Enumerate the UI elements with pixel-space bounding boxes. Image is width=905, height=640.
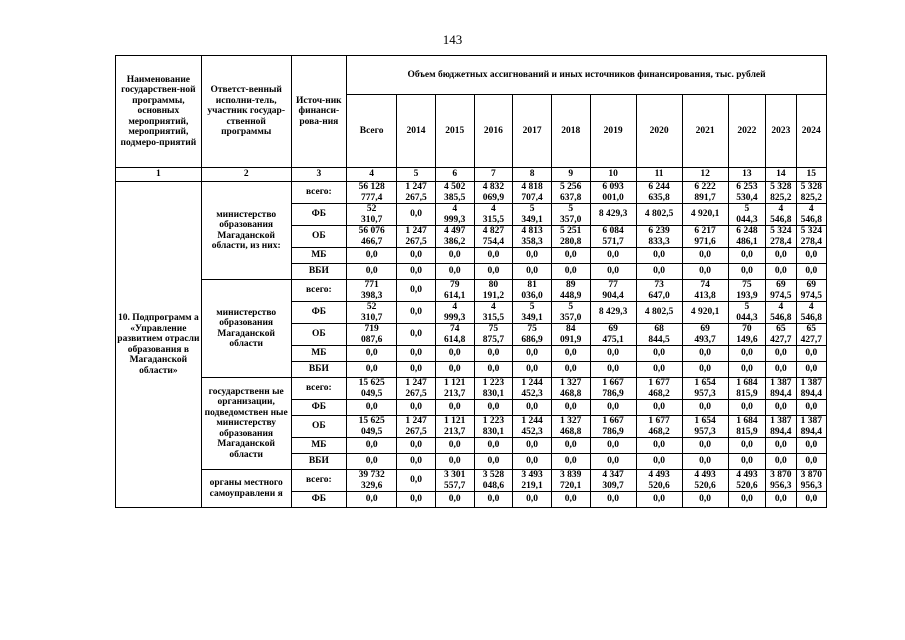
source-cell: ФБ	[291, 400, 346, 416]
source-cell: ВБИ	[291, 264, 346, 280]
value-cell: 79 614,1	[435, 280, 474, 302]
value-cell: 69 475,1	[590, 324, 636, 346]
value-cell: 0,0	[474, 438, 513, 454]
value-cell: 0,0	[796, 346, 826, 362]
header-year: 2018	[551, 95, 590, 168]
value-cell: 4 802,5	[636, 302, 682, 324]
value-cell: 0,0	[636, 346, 682, 362]
value-cell: 1 387 894,4	[796, 378, 826, 400]
value-cell: 0,0	[435, 438, 474, 454]
value-cell: 56 076 466,7	[347, 226, 397, 248]
value-cell: 0,0	[347, 346, 397, 362]
source-cell: всего:	[291, 182, 346, 204]
value-cell: 0,0	[397, 454, 436, 470]
column-number: 3	[291, 168, 346, 182]
value-cell: 4 920,1	[682, 204, 728, 226]
value-cell: 0,0	[636, 492, 682, 508]
value-cell: 0,0	[435, 248, 474, 264]
column-number: 7	[474, 168, 513, 182]
value-cell: 0,0	[766, 346, 796, 362]
header-year: 2016	[474, 95, 513, 168]
value-cell: 0,0	[766, 492, 796, 508]
value-cell: 1 247 267,5	[397, 416, 436, 438]
value-cell: 56 128 777,4	[347, 182, 397, 204]
value-cell: 0,0	[682, 454, 728, 470]
value-cell: 0,0	[682, 438, 728, 454]
responsible-cell: органы местного самоуправлени я	[201, 470, 291, 508]
value-cell: 0,0	[474, 454, 513, 470]
header-year: 2020	[636, 95, 682, 168]
value-cell: 0,0	[728, 346, 766, 362]
value-cell: 65 427,7	[796, 324, 826, 346]
value-cell: 0,0	[513, 362, 552, 378]
value-cell: 0,0	[397, 470, 436, 492]
value-cell: 0,0	[474, 492, 513, 508]
column-number: 13	[728, 168, 766, 182]
value-cell: 0,0	[590, 438, 636, 454]
column-number: 5	[397, 168, 436, 182]
value-cell: 4 493 520,6	[636, 470, 682, 492]
value-cell: 0,0	[397, 346, 436, 362]
value-cell: 0,0	[347, 454, 397, 470]
value-cell: 5 357,0	[551, 302, 590, 324]
value-cell: 4 315,5	[474, 302, 513, 324]
value-cell: 15 625 049,5	[347, 416, 397, 438]
value-cell: 6 244 635,8	[636, 182, 682, 204]
value-cell: 0,0	[551, 400, 590, 416]
value-cell: 0,0	[590, 492, 636, 508]
column-number: 2	[201, 168, 291, 182]
value-cell: 0,0	[474, 362, 513, 378]
value-cell: 15 625 049,5	[347, 378, 397, 400]
header-year: 2022	[728, 95, 766, 168]
column-number: 4	[347, 168, 397, 182]
value-cell: 5 349,1	[513, 302, 552, 324]
column-number: 9	[551, 168, 590, 182]
program-name-cell: 10. Подпрограмм а «Управление развитием отрасли образования в Магаданской области»	[116, 182, 202, 508]
value-cell: 0,0	[551, 346, 590, 362]
value-cell: 0,0	[397, 438, 436, 454]
value-cell: 1 223 830,1	[474, 416, 513, 438]
value-cell: 0,0	[728, 492, 766, 508]
value-cell: 0,0	[796, 362, 826, 378]
header-volume: Объем бюджетных ассигнований и иных источников финансирования, тыс. рублей	[347, 56, 827, 95]
value-cell: 1 684 815,9	[728, 378, 766, 400]
value-cell: 1 247 267,5	[397, 226, 436, 248]
value-cell: 5 357,0	[551, 204, 590, 226]
value-cell: 0,0	[435, 492, 474, 508]
value-cell: 0,0	[636, 248, 682, 264]
value-cell: 89 448,9	[551, 280, 590, 302]
value-cell: 0,0	[513, 264, 552, 280]
value-cell: 70 149,6	[728, 324, 766, 346]
value-cell: 75 193,9	[728, 280, 766, 302]
value-cell: 0,0	[682, 400, 728, 416]
value-cell: 1 387 894,4	[796, 416, 826, 438]
value-cell: 0,0	[728, 400, 766, 416]
column-number: 6	[435, 168, 474, 182]
responsible-cell: министерство образования Магаданской области	[201, 280, 291, 378]
header-total: Всего	[347, 95, 397, 168]
value-cell: 3 528 048,6	[474, 470, 513, 492]
value-cell: 0,0	[397, 204, 436, 226]
value-cell: 0,0	[682, 248, 728, 264]
value-cell: 77 904,4	[590, 280, 636, 302]
value-cell: 0,0	[728, 248, 766, 264]
table-row	[116, 280, 827, 302]
value-cell: 4 493 520,6	[728, 470, 766, 492]
value-cell: 0,0	[728, 264, 766, 280]
value-cell: 0,0	[435, 454, 474, 470]
value-cell: 1 677 468,2	[636, 416, 682, 438]
header-name: Наименование государствен-ной программы, основных мероприятий, мероприятий, подмеро-приятий	[116, 56, 202, 168]
value-cell: 0,0	[397, 362, 436, 378]
value-cell: 75 686,9	[513, 324, 552, 346]
value-cell: 4 546,8	[796, 204, 826, 226]
value-cell: 1 121 213,7	[435, 378, 474, 400]
source-cell: ОБ	[291, 416, 346, 438]
value-cell: 6 222 891,7	[682, 182, 728, 204]
value-cell: 0,0	[590, 454, 636, 470]
source-cell: ФБ	[291, 492, 346, 508]
value-cell: 1 247 267,5	[397, 378, 436, 400]
value-cell: 74 413,8	[682, 280, 728, 302]
header-year: 2019	[590, 95, 636, 168]
value-cell: 0,0	[766, 438, 796, 454]
value-cell: 4 497 386,2	[435, 226, 474, 248]
table-row	[116, 182, 827, 204]
source-cell: ФБ	[291, 204, 346, 226]
value-cell: 75 875,7	[474, 324, 513, 346]
column-number: 1	[116, 168, 202, 182]
value-cell: 1 667 786,9	[590, 378, 636, 400]
value-cell: 0,0	[347, 362, 397, 378]
responsible-cell: министерство образования Магаданской области, из них:	[201, 182, 291, 280]
header-year: 2015	[435, 95, 474, 168]
value-cell: 1 677 468,2	[636, 378, 682, 400]
value-cell: 4 999,3	[435, 204, 474, 226]
value-cell: 0,0	[682, 346, 728, 362]
value-cell: 84 091,9	[551, 324, 590, 346]
value-cell: 0,0	[347, 492, 397, 508]
value-cell: 0,0	[682, 264, 728, 280]
value-cell: 0,0	[636, 400, 682, 416]
value-cell: 68 844,5	[636, 324, 682, 346]
value-cell: 4 493 520,6	[682, 470, 728, 492]
value-cell: 4 999,3	[435, 302, 474, 324]
value-cell: 0,0	[636, 362, 682, 378]
value-cell: 73 647,0	[636, 280, 682, 302]
value-cell: 0,0	[728, 362, 766, 378]
value-cell: 4 813 358,3	[513, 226, 552, 248]
value-cell: 80 191,2	[474, 280, 513, 302]
value-cell: 0,0	[796, 492, 826, 508]
value-cell: 6 239 833,3	[636, 226, 682, 248]
value-cell: 1 244 452,3	[513, 378, 552, 400]
value-cell: 4 818 707,4	[513, 182, 552, 204]
value-cell: 0,0	[513, 454, 552, 470]
value-cell: 5 328 825,2	[796, 182, 826, 204]
table-row	[116, 470, 827, 492]
value-cell: 0,0	[513, 346, 552, 362]
value-cell: 0,0	[397, 492, 436, 508]
value-cell: 0,0	[397, 248, 436, 264]
value-cell: 0,0	[397, 280, 436, 302]
value-cell: 0,0	[435, 264, 474, 280]
value-cell: 6 253 530,4	[728, 182, 766, 204]
source-cell: МБ	[291, 438, 346, 454]
value-cell: 0,0	[474, 346, 513, 362]
value-cell: 4 315,5	[474, 204, 513, 226]
value-cell: 1 667 786,9	[590, 416, 636, 438]
value-cell: 0,0	[682, 492, 728, 508]
value-cell: 5 324 278,4	[766, 226, 796, 248]
header-year: 2024	[796, 95, 826, 168]
value-cell: 0,0	[513, 438, 552, 454]
budget-table	[115, 55, 827, 508]
value-cell: 1 387 894,4	[766, 378, 796, 400]
value-cell: 3 493 219,1	[513, 470, 552, 492]
value-cell: 4 502 385,5	[435, 182, 474, 204]
value-cell: 52 310,7	[347, 204, 397, 226]
value-cell: 0,0	[474, 248, 513, 264]
source-cell: ВБИ	[291, 362, 346, 378]
source-cell: всего:	[291, 470, 346, 492]
value-cell: 0,0	[474, 400, 513, 416]
value-cell: 65 427,7	[766, 324, 796, 346]
column-number: 10	[590, 168, 636, 182]
value-cell: 1 244 452,3	[513, 416, 552, 438]
column-number: 15	[796, 168, 826, 182]
value-cell: 0,0	[347, 438, 397, 454]
value-cell: 0,0	[551, 264, 590, 280]
value-cell: 0,0	[397, 400, 436, 416]
value-cell: 8 429,3	[590, 302, 636, 324]
value-cell: 0,0	[796, 438, 826, 454]
value-cell: 5 044,3	[728, 204, 766, 226]
value-cell: 3 301 557,7	[435, 470, 474, 492]
value-cell: 3 839 720,1	[551, 470, 590, 492]
value-cell: 0,0	[728, 454, 766, 470]
value-cell: 4 920,1	[682, 302, 728, 324]
value-cell: 0,0	[766, 248, 796, 264]
header-source: Источ-ник финанси-рова-ния	[291, 56, 346, 168]
source-cell: всего:	[291, 280, 346, 302]
value-cell: 0,0	[590, 264, 636, 280]
value-cell: 0,0	[347, 400, 397, 416]
responsible-cell: государственн ые организации, подведомствен ные министерству образования Магаданской области	[201, 378, 291, 470]
value-cell: 0,0	[796, 454, 826, 470]
value-cell: 0,0	[682, 362, 728, 378]
value-cell: 4 832 069,9	[474, 182, 513, 204]
source-cell: МБ	[291, 248, 346, 264]
value-cell: 0,0	[766, 264, 796, 280]
value-cell: 1 223 830,1	[474, 378, 513, 400]
value-cell: 0,0	[728, 438, 766, 454]
value-cell: 0,0	[766, 454, 796, 470]
column-number: 8	[513, 168, 552, 182]
value-cell: 0,0	[590, 346, 636, 362]
value-cell: 1 121 213,7	[435, 416, 474, 438]
value-cell: 0,0	[796, 264, 826, 280]
value-cell: 0,0	[474, 264, 513, 280]
value-cell: 771 398,3	[347, 280, 397, 302]
value-cell: 0,0	[796, 248, 826, 264]
value-cell: 0,0	[397, 302, 436, 324]
value-cell: 5 044,3	[728, 302, 766, 324]
value-cell: 1 387 894,4	[766, 416, 796, 438]
value-cell: 0,0	[551, 248, 590, 264]
value-cell: 0,0	[590, 362, 636, 378]
value-cell: 74 614,8	[435, 324, 474, 346]
value-cell: 6 248 486,1	[728, 226, 766, 248]
value-cell: 5 324 278,4	[796, 226, 826, 248]
value-cell: 0,0	[347, 248, 397, 264]
value-cell: 4 546,8	[766, 204, 796, 226]
source-cell: всего:	[291, 378, 346, 400]
value-cell: 3 870 956,3	[766, 470, 796, 492]
value-cell: 6 093 001,0	[590, 182, 636, 204]
value-cell: 0,0	[766, 400, 796, 416]
value-cell: 5 328 825,2	[766, 182, 796, 204]
value-cell: 0,0	[513, 400, 552, 416]
value-cell: 0,0	[435, 400, 474, 416]
header-year: 2023	[766, 95, 796, 168]
value-cell: 719 087,6	[347, 324, 397, 346]
value-cell: 1 654 957,3	[682, 416, 728, 438]
value-cell: 0,0	[636, 454, 682, 470]
page-number: 143	[442, 32, 463, 47]
value-cell: 0,0	[513, 248, 552, 264]
value-cell: 0,0	[551, 454, 590, 470]
source-cell: ФБ	[291, 302, 346, 324]
value-cell: 4 827 754,4	[474, 226, 513, 248]
value-cell: 0,0	[796, 400, 826, 416]
value-cell: 4 546,8	[766, 302, 796, 324]
value-cell: 0,0	[551, 362, 590, 378]
value-cell: 1 684 815,9	[728, 416, 766, 438]
value-cell: 0,0	[590, 248, 636, 264]
source-cell: ОБ	[291, 226, 346, 248]
value-cell: 5 349,1	[513, 204, 552, 226]
column-number: 12	[682, 168, 728, 182]
value-cell: 0,0	[551, 438, 590, 454]
source-cell: ОБ	[291, 324, 346, 346]
value-cell: 4 347 309,7	[590, 470, 636, 492]
value-cell: 0,0	[513, 492, 552, 508]
value-cell: 1 247 267,5	[397, 182, 436, 204]
header-responsible: Ответст-венный исполни-тель, участник государ-ственной программы	[201, 56, 291, 168]
header-year: 2014	[397, 95, 436, 168]
value-cell: 3 870 956,3	[796, 470, 826, 492]
value-cell: 69 493,7	[682, 324, 728, 346]
value-cell: 0,0	[636, 438, 682, 454]
value-cell: 4 546,8	[796, 302, 826, 324]
header-year: 2021	[682, 95, 728, 168]
value-cell: 4 802,5	[636, 204, 682, 226]
value-cell: 0,0	[435, 346, 474, 362]
value-cell: 0,0	[397, 324, 436, 346]
value-cell: 0,0	[590, 400, 636, 416]
source-cell: МБ	[291, 346, 346, 362]
column-number: 14	[766, 168, 796, 182]
value-cell: 8 429,3	[590, 204, 636, 226]
value-cell: 0,0	[551, 492, 590, 508]
value-cell: 0,0	[397, 264, 436, 280]
value-cell: 52 310,7	[347, 302, 397, 324]
value-cell: 6 217 971,6	[682, 226, 728, 248]
value-cell: 6 084 571,7	[590, 226, 636, 248]
value-cell: 39 732 329,6	[347, 470, 397, 492]
table-row	[116, 378, 827, 400]
column-number: 11	[636, 168, 682, 182]
value-cell: 1 327 468,8	[551, 416, 590, 438]
value-cell: 5 251 280,8	[551, 226, 590, 248]
header-year: 2017	[513, 95, 552, 168]
value-cell: 69 974,5	[796, 280, 826, 302]
value-cell: 1 654 957,3	[682, 378, 728, 400]
value-cell: 0,0	[636, 264, 682, 280]
source-cell: ВБИ	[291, 454, 346, 470]
value-cell: 0,0	[435, 362, 474, 378]
value-cell: 1 327 468,8	[551, 378, 590, 400]
value-cell: 0,0	[347, 264, 397, 280]
value-cell: 69 974,5	[766, 280, 796, 302]
value-cell: 5 256 637,8	[551, 182, 590, 204]
value-cell: 0,0	[766, 362, 796, 378]
value-cell: 81 036,0	[513, 280, 552, 302]
